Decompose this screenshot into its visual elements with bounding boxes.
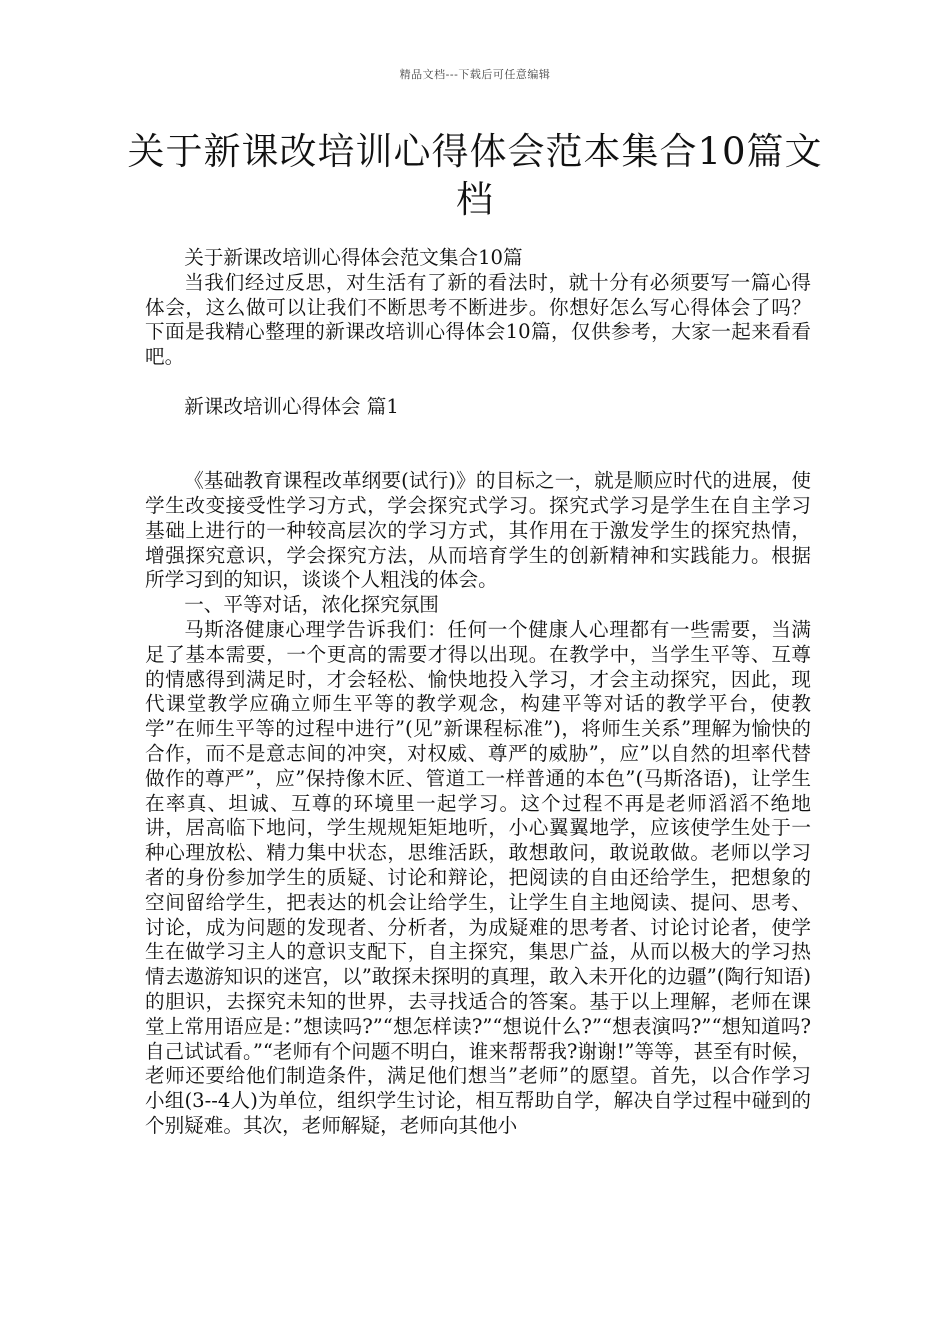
section-heading: 新课改培训心得体会 篇1 bbox=[184, 394, 399, 418]
body-paragraph: 马斯洛健康心理学告诉我们：任何一个健康人心理都有一些需要，当满足了基本需要，一个更高的需要才得以出现。在教学中，当学生平等、互尊的情感得到满足时，才会轻松、愉快地投入学习，才会主动探究，因此，现代课堂教学应确立师生平等的教学观念，构建平等对话的教学平台，使教学”在师生平等的过程中进行”(见”新课程标准”)，将师生关系”理解为愉快的合作，而不是意志间的冲突，对权威、尊严的威胁”，应”以自然的坦率代替做作的尊严”，应”保持像木匠、管道工一样普通的本色”(马斯洛语)，让学生在率真、坦诚、互尊的环境里一起学习。这个过程不再是老师滔滔不绝地讲，居高临下地问，学生规规矩矩地听，小心翼翼地学，应该使学生处于一种心理放松、精力集中状态，思维活跃，敢想敢问，敢说敢做。老师以学习者的身份参加学生的质疑、讨论和辩论，把阅读的自由还给学生，把想象的空间留给学生，把表达的机会让给学生，让学生自主地阅读、提问、思考、讨论，成为问题的发现者、分析者，为成疑难的思考者、讨论讨论者，使学生在做学习主人的意识支配下，自主探究，集思广益，从而以极大的学习热情去遨游知识的迷宫，以”敢探未探明的真理，敢入未开化的边疆”(陶行知语)的胆识，去探究未知的世界，去寻找适合的答案。基于以上理解，老师在课堂上常用语应是：”想读吗?”“想怎样读?”“想说什么?”“想表演吗?”“想知道吗?自己试试看。”“老师有个问题不明白，谁来帮帮我?谢谢!”等等，甚至有时候，老师还要给他们制造条件，满足他们想当”老师”的愿望。首先，以合作学习小组(3--4人)为单位，组织学生讨论，相互帮助自学，解决自学过程中碰到的个别疑难。其次，老师解疑，老师向其他小 bbox=[145, 617, 811, 1137]
intro-heading: 关于新课改培训心得体会范文集合10篇 bbox=[184, 246, 523, 269]
document-title: 关于新课改培训心得体会范本集合10篇文档 bbox=[127, 130, 823, 221]
body-paragraph: 《基础教育课程改革纲要(试行)》的目标之一，就是顺应时代的进展，使学生改变接受性学习方式，学会探究式学习。探究式学习是学生在自主学习基础上进行的一种较高层次的学习方式，其作用在于激发学生的探究热情，增强探究意识，学会探究方法，从而培育学生的创新精神和实践能力。根据所学习到的知识，谈谈个人粗浅的体会。 bbox=[145, 469, 811, 592]
spacer bbox=[145, 370, 811, 395]
spacer bbox=[145, 444, 811, 469]
document-body bbox=[145, 246, 811, 1139]
header-note: 精品文档---下载后可任意编辑 bbox=[399, 68, 551, 81]
spacer bbox=[145, 420, 811, 445]
subsection-heading: 一、平等对话，浓化探究氛围 bbox=[184, 593, 439, 617]
intro-paragraph: 当我们经过反思，对生活有了新的看法时，就十分有必须要写一篇心得体会，这么做可以让我们不断思考不断进步。你想好怎么写心得体会了吗？下面是我精心整理的新课改培训心得体会10篇，仅供参考，大家一起来看看吧。 bbox=[145, 270, 811, 369]
